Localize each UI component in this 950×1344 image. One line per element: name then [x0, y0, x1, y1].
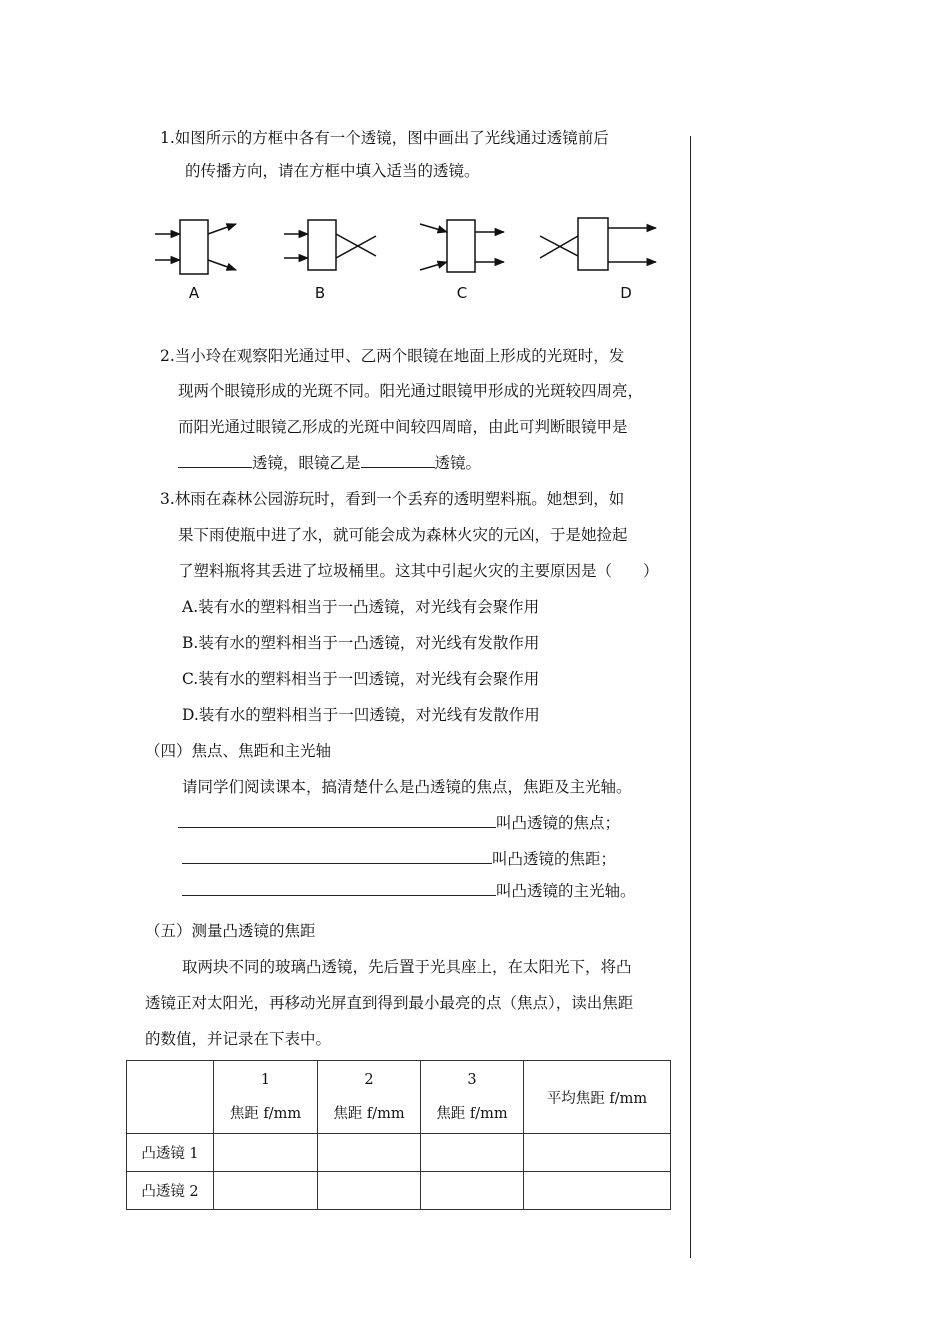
answer-blank-principal-axis[interactable]	[182, 880, 496, 896]
table-header-row	[127, 1061, 671, 1134]
section-5-para-line3: 的数值，并记录在下表中。	[145, 1030, 332, 1048]
section-4-intro: 请同学们阅读课本，搞清楚什么是凸透镜的焦点，焦距及主光轴。	[182, 778, 632, 796]
q3-option-c[interactable]: C.装有水的塑料相当于一凹透镜，对光线有会聚作用	[182, 670, 540, 688]
q2-line4	[178, 451, 481, 473]
table-input-cell[interactable]	[214, 1134, 318, 1172]
answer-blank-focus[interactable]	[178, 812, 496, 828]
lens-ray-figure	[150, 200, 670, 310]
q3-option-d[interactable]: D.装有水的塑料相当于一凹透镜，对光线有发散作用	[182, 706, 540, 724]
figure-label-d: D	[620, 284, 632, 302]
q1-line2: 的传播方向，请在方框中填入适当的透镜。	[185, 162, 480, 180]
table-average-label: 平均焦距 f/mm	[546, 1090, 648, 1107]
principal-axis-definition-line	[182, 879, 636, 901]
table-header-cell-1	[214, 1061, 318, 1134]
answer-blank-glass-a[interactable]	[178, 452, 252, 468]
answer-blank-glass-b[interactable]	[361, 452, 435, 468]
figure-label-b: B	[314, 284, 326, 302]
table-input-cell[interactable]	[421, 1172, 524, 1210]
table-input-cell[interactable]	[421, 1134, 524, 1172]
q2-line3: 而阳光通过眼镜乙形成的光斑中间较四周暗，由此可判断眼镜甲是	[178, 418, 628, 436]
figure-a-diagram	[155, 220, 236, 274]
q3-line3: 了塑料瓶将其丢进了垃圾桶里。这其中引起火灾的主要原因是（ ）	[178, 562, 659, 580]
figure-label-c: C	[456, 284, 468, 302]
table-input-cell[interactable]	[214, 1172, 318, 1210]
q2-line4-text-a: 透镜，眼镜乙是	[252, 454, 361, 472]
figure-label-a: A	[188, 284, 200, 302]
section-5-para-line1: 取两块不同的玻璃凸透镜，先后置于光具座上，在太阳光下，将凸	[182, 958, 632, 976]
table-col-number: 3	[467, 1071, 477, 1088]
q3-option-b[interactable]: B.装有水的塑料相当于一凸透镜，对光线有发散作用	[182, 634, 540, 652]
q2-line2: 现两个眼镜形成的光斑不同。阳光通过眼镜甲形成的光斑较四周亮，	[178, 382, 644, 400]
q3-option-a[interactable]: A.装有水的塑料相当于一凸透镜，对光线有会聚作用	[182, 598, 540, 616]
table-input-cell[interactable]	[318, 1172, 421, 1210]
table-col-label: 焦距 f/mm	[229, 1105, 302, 1122]
section-4-heading: （四）焦点、焦距和主光轴	[145, 742, 332, 760]
table-col-number: 1	[260, 1071, 271, 1088]
answer-blank-focal-length[interactable]	[182, 848, 492, 864]
figure-b-diagram	[284, 220, 376, 270]
table-input-cell[interactable]	[524, 1172, 671, 1210]
focal-length-table	[126, 1060, 671, 1210]
figure-c-diagram	[420, 220, 504, 272]
figure-d-diagram	[540, 218, 656, 270]
section-5-para-line2: 透镜正对太阳光，再移动光屏直到得到最小最亮的点（焦点），读出焦距	[145, 994, 634, 1012]
table-input-cell[interactable]	[524, 1134, 671, 1172]
q2-line4-text-b: 透镜。	[434, 454, 482, 472]
table-row-label: 凸透镜 2	[127, 1172, 214, 1210]
table-col-label: 焦距 f/mm	[436, 1105, 508, 1122]
focus-definition-line	[178, 811, 620, 833]
table-corner-cell	[127, 1061, 214, 1134]
q3-line1: 3.林雨在森林公园游玩时，看到一个丢弃的透明塑料瓶。她想到，如	[160, 490, 625, 508]
table-row	[127, 1172, 671, 1210]
focal-length-definition-line	[182, 847, 616, 869]
q3-line2: 果下雨使瓶中进了水，就可能会成为森林火灾的元凶，于是她捡起	[178, 526, 628, 544]
principal-axis-definition-text: 叫凸透镜的主光轴。	[496, 882, 636, 900]
table-header-cell-2	[318, 1061, 421, 1134]
focus-definition-text: 叫凸透镜的焦点；	[496, 814, 621, 832]
table-col-label: 焦距 f/mm	[333, 1105, 405, 1122]
focal-length-definition-text: 叫凸透镜的焦距；	[492, 850, 617, 868]
q2-line1: 2.当小玲在观察阳光通过甲、乙两个眼镜在地面上形成的光斑时，发	[160, 347, 625, 365]
q1-line1: 1.如图所示的方框中各有一个透镜，图中画出了光线通过透镜前后	[160, 129, 609, 147]
table-row	[127, 1134, 671, 1172]
table-header-cell-3	[421, 1061, 524, 1134]
table-col-number: 2	[364, 1071, 374, 1088]
table-input-cell[interactable]	[318, 1134, 421, 1172]
section-5-heading: （五）测量凸透镜的焦距	[145, 922, 316, 940]
table-header-cell-average	[524, 1061, 671, 1134]
margin-rule	[690, 136, 691, 1258]
table-row-label: 凸透镜 1	[127, 1134, 214, 1172]
